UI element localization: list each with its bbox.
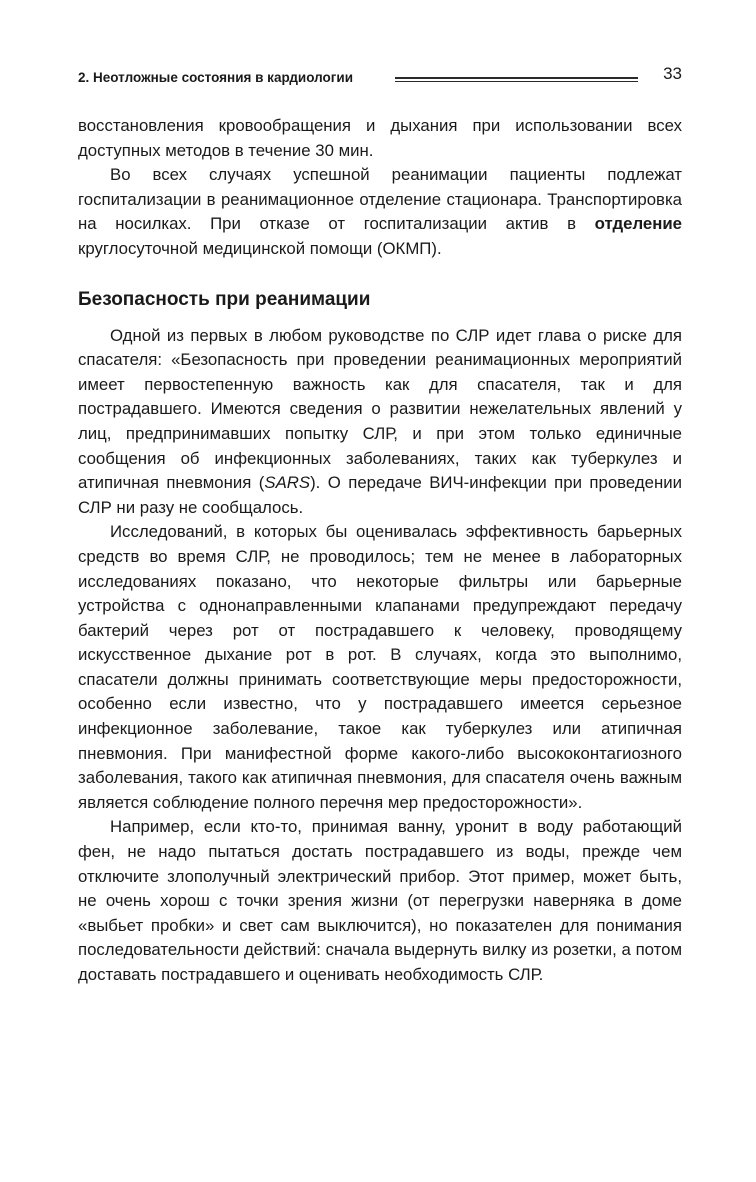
paragraph-text: круглосуточной медицинской помощи (ОКМП). bbox=[78, 238, 442, 258]
bold-term: отделение bbox=[594, 214, 682, 234]
italic-term: SARS bbox=[264, 473, 311, 493]
header-rule-line bbox=[395, 77, 638, 79]
header-rule bbox=[395, 77, 638, 84]
paragraph-hospitalization bbox=[78, 163, 682, 261]
paragraph-barrier-devices bbox=[78, 520, 682, 815]
running-header bbox=[78, 62, 682, 86]
paragraph-text: восстановления кровообращения и дыхания при использовании всех доступных методов в течение 30 мин. bbox=[78, 116, 682, 160]
header-rule-line bbox=[395, 81, 638, 83]
paragraph-text: Во всех случаях успешной реанимации пациенты подлежат госпитализации в реанимационное отделение стационара. Транспортировка на носилках. При отказе от госпитализации актив в bbox=[78, 165, 682, 234]
paragraph-continuation bbox=[78, 114, 682, 163]
page-number: 33 bbox=[663, 64, 682, 83]
paragraph-text: Одной из первых в любом руководстве по СЛР идет глава о риске для спасателя: «Безопасность при проведении реанимационных мероприятий имеет первостепенную важность как для спасателя, так и для пострадавшего. Имеются сведения о развитии нежелательных явлений у лиц, предпринимавших попытку СЛР, и при этом только единичные сообщения об инфекционных заболеваниях, таких как туберкулез и атипичная пневмония ( bbox=[78, 325, 682, 493]
paragraph-text: Например, если кто-то, принимая ванну, уронит в воду работающий фен, не надо пытаться достать пострадавшего из воды, прежде чем отключите злополучный электрический прибор. Этот пример, может быть, не очень хорош с точки зрения жизни (от перегрузки наверняка в доме «выбьет пробки» и свет сам выключится), но показателен для понимания последовательности действий: сначала выдернуть вилку из розетки, а потом доставать пострадавшего и оценивать необходимость СЛР. bbox=[78, 817, 682, 984]
paragraph-text: ). О передаче ВИЧ-инфекции при проведении СЛР ни разу не сообщалось. bbox=[78, 473, 682, 517]
chapter-title: 2. Неотложные состояния в кардиологии bbox=[78, 70, 354, 85]
paragraph-rescuer-risk bbox=[78, 324, 682, 521]
paragraph-text: Исследований, в которых бы оценивалась эффективность барьерных средств во время СЛР, не проводилось; тем не менее в лабораторных исследованиях показано, что некоторые фильтры или барьерные устройства с однонаправленными клапанами предупреждают передачу бактерий через рот от пострадавшего к человеку, проводящему искусственное дыхание рот в рот. В случаях, когда это выполнимо, спасатели должны принимать соответствующие меры предосторожности, особенно если известно, что у пострадавшего имеется серьезное инфекционное заболевание, такое как туберкулез или атипичная пневмония. При манифестной форме какого-либо высококонтагиозного заболевания, такого как атипичная пневмония, для спасателя очень важным является соблюдение полного перечня мер предосторожности». bbox=[78, 522, 682, 812]
section-heading: Безопасность при реанимации bbox=[78, 288, 371, 310]
body-text bbox=[78, 114, 682, 988]
paragraph-example bbox=[78, 815, 682, 987]
